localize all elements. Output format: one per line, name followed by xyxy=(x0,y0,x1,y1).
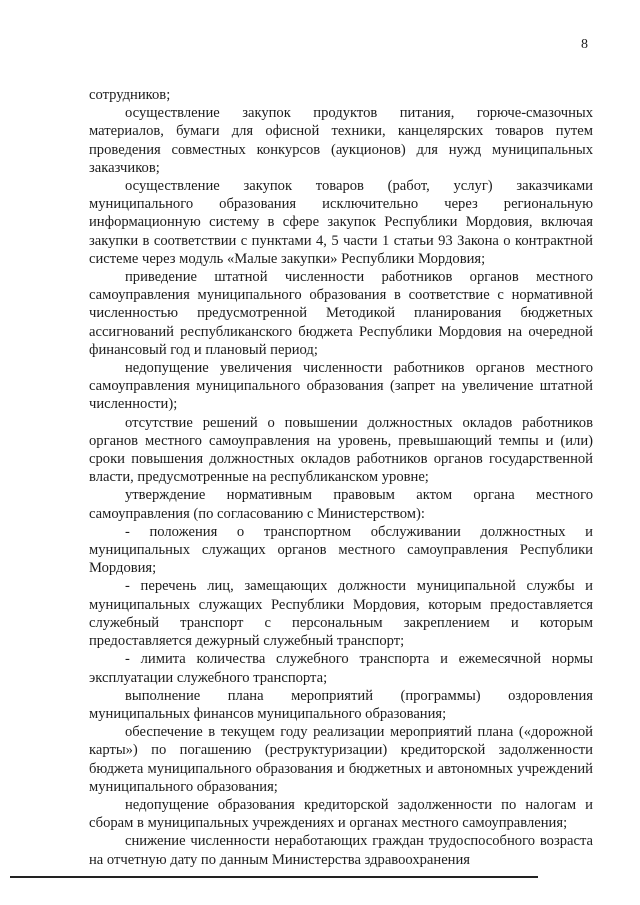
paragraph: обеспечение в текущем году реализации мероприятий плана («дорожной карты») по погашению (реструктуризации) кредиторской задолженности бюджета муниципального образования и бюджетных и автономных учреждений муниципального образования; xyxy=(89,724,593,795)
paragraph: осуществление закупок товаров (работ, услуг) заказчиками муниципального образования исключительно через региональную информационную систему в сфере закупок Республики Мордовия, включая закупки в соответствии с пунктами 4, 5 части 1 статьи 93 Закона о контрактной системе через модуль «Малые закупки» Республики Мордовия; xyxy=(89,178,593,267)
list-item: - лимита количества служебного транспорта и ежемесячной нормы эксплуатации служебного транспорта; xyxy=(89,651,593,686)
paragraph: осуществление закупок продуктов питания, горюче-смазочных материалов, бумаги для офисной техники, канцелярских товаров путем проведения совместных конкурсов (аукционов) для нужд муниципальных заказчиков; xyxy=(89,105,593,176)
paragraph: недопущение образования кредиторской задолженности по налогам и сборам в муниципальных учреждениях и органах местного самоуправления; xyxy=(89,796,593,832)
page-number: 8 xyxy=(581,37,588,52)
paragraph: сотрудников; xyxy=(89,87,171,103)
paragraph: недопущение увеличения численности работников органов местного самоуправления муниципального образования (запрет на увеличение штатной численности); xyxy=(89,360,593,413)
list-item: - положения о транспортном обслуживании должностных и муниципальных служащих органов местного самоуправления Республики Мордовия; xyxy=(89,523,593,577)
paragraph: утверждение нормативным правовым актом органа местного самоуправления (по согласованию с Министерством): xyxy=(89,487,593,522)
scan-edge-line xyxy=(10,876,538,878)
paragraph: снижение численности неработающих граждан трудоспособного возраста на отчетную дату по данным Министерства здравоохранения xyxy=(89,833,593,868)
list-item: - перечень лиц, замещающих должности муниципальной службы и муниципальных служащих Республики Мордовия, которым предоставляется служебный транспорт с персональным закреплением и которым предоставляется дежурный служебный транспорт; xyxy=(89,578,593,650)
document-body xyxy=(89,86,593,869)
paragraph: отсутствие решений о повышении должностных окладов работников органов местного самоуправления на уровень, превышающий темпы и (или) сроки повышения должностных окладов работников органов государственной власти, предусмотренные на республиканском уровне; xyxy=(89,414,593,486)
paragraph: приведение штатной численности работников органов местного самоуправления муниципального образования в соответствие с нормативной численностью предусмотренной Методикой планирования бюджетных ассигнований республиканского бюджета Республики Мордовия на очередной финансовый год и плановый период; xyxy=(89,269,593,358)
paragraph: выполнение плана мероприятий (программы) оздоровления муниципальных финансов муниципального образования; xyxy=(89,687,593,722)
